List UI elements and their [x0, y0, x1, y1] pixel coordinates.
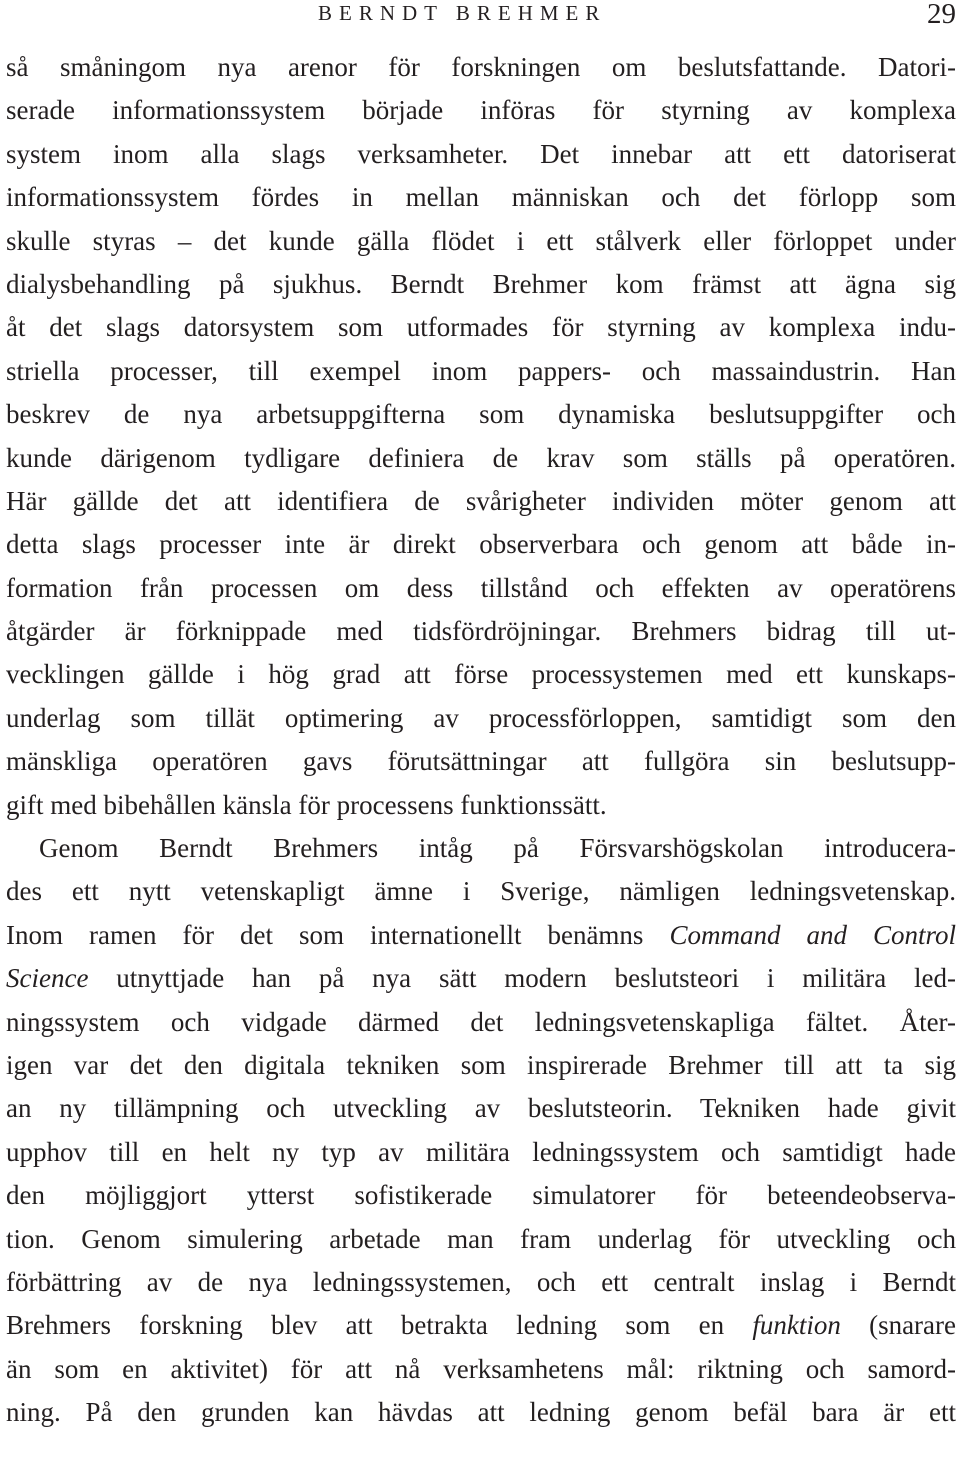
- text-line: kunde därigenom tydligare definiera de krav som ställs på operatören.: [6, 442, 956, 473]
- text-segment: Brehmers forskning blev att betrakta ledning som en: [6, 1310, 753, 1341]
- text-line: system inom alla slags verksamheter. Det innebar att ett datoriserat: [6, 138, 956, 169]
- text-line: åt det slags datorsystem som utformades för styrning av komplexa indu-: [6, 312, 956, 343]
- text-line: beskrev de nya arbetsuppgifterna som dynamiska beslutsuppgifter och: [6, 399, 956, 430]
- text-segment: utnyttjade han på nya sätt modern beslutsteori i militära led-: [88, 963, 956, 994]
- italic-term: Science: [6, 963, 89, 994]
- text-line: serade informationssystem började införas för styrning av komplexa: [6, 95, 956, 126]
- text-line: skulle styras – det kunde gälla flödet i ett stålverk eller förloppet under: [6, 225, 956, 256]
- text-line: gift med bibehållen känsla för processens funktionssätt.: [6, 789, 607, 820]
- text-line: an ny tillämpning och utveckling av beslutsteorin. Tekniken hade givit: [6, 1093, 956, 1124]
- text-line-with-italic: [6, 914, 956, 957]
- text-line-with-italic: [6, 957, 956, 1000]
- text-line: mänskliga operatören gavs förutsättningar att fullgöra sin beslutsupp-: [6, 746, 956, 777]
- text-line: tion. Genom simulering arbetade man fram underlag för utveckling och: [6, 1223, 956, 1254]
- text-segment: (snarare: [840, 1310, 957, 1341]
- text-line: formation från processen om dess tillstånd och effekten av operatörens: [6, 572, 956, 603]
- text-line: vecklingen gällde i hög grad att förse processystemen med ett kunskaps-: [6, 659, 956, 690]
- page-number: 29: [927, 0, 956, 30]
- text-line: än som en aktivitet) för att nå verksamhetens mål: riktning och samord-: [6, 1353, 956, 1384]
- text-line: detta slags processer inte är direkt observerbara och genom att både in-: [6, 529, 956, 560]
- text-line: ningssystem och vidgade därmed det ledningsvetenskapliga fältet. Åter-: [6, 1006, 956, 1037]
- text-line: åtgärder är förknippade med tidsfördröjningar. Brehmers bidrag till ut-: [6, 616, 956, 647]
- text-line: förbättring av de nya ledningssystemen, och ett centralt inslag i Berndt: [6, 1266, 956, 1297]
- running-title: BERNDT BREHMER: [318, 1, 607, 25]
- text-line: den möjliggjort ytterst sofistikerade simulatorer för beteendeobserva-: [6, 1180, 956, 1211]
- text-line-with-italic: [6, 1304, 956, 1347]
- text-line: igen var det den digitala tekniken som inspirerade Brehmer till att ta sig: [6, 1049, 956, 1080]
- text-line: ning. På den grunden kan hävdas att ledning genom befäl bara är ett: [6, 1397, 956, 1428]
- text-line: Här gällde det att identifiera de svårigheter individen möter genom att: [6, 485, 956, 516]
- text-line: informationssystem fördes in mellan människan och det förlopp som: [6, 182, 956, 213]
- text-line: så småningom nya arenor för forskningen om beslutsfattande. Datori-: [6, 52, 956, 82]
- running-header: [0, 0, 960, 30]
- body-text: [6, 46, 956, 1435]
- text-segment: Inom ramen för det som internationellt benämns: [6, 919, 670, 950]
- italic-term: Command and Control: [669, 919, 957, 950]
- text-line: striella processer, till exempel inom pappers- och massaindustrin. Han: [6, 355, 956, 386]
- text-line: underlag som tillät optimering av processförloppen, samtidigt som den: [6, 702, 956, 733]
- text-line: Genom Berndt Brehmers intåg på Försvarshögskolan introducera-: [39, 833, 956, 864]
- text-line: des ett nytt vetenskapligt ämne i Sverige, nämligen ledningsvetenskap.: [6, 876, 956, 907]
- italic-term: funktion: [752, 1310, 841, 1341]
- text-line: dialysbehandling på sjukhus. Berndt Brehmer kom främst att ägna sig: [6, 268, 956, 299]
- text-line: upphov till en helt ny typ av militära ledningssystem och samtidigt hade: [6, 1136, 956, 1167]
